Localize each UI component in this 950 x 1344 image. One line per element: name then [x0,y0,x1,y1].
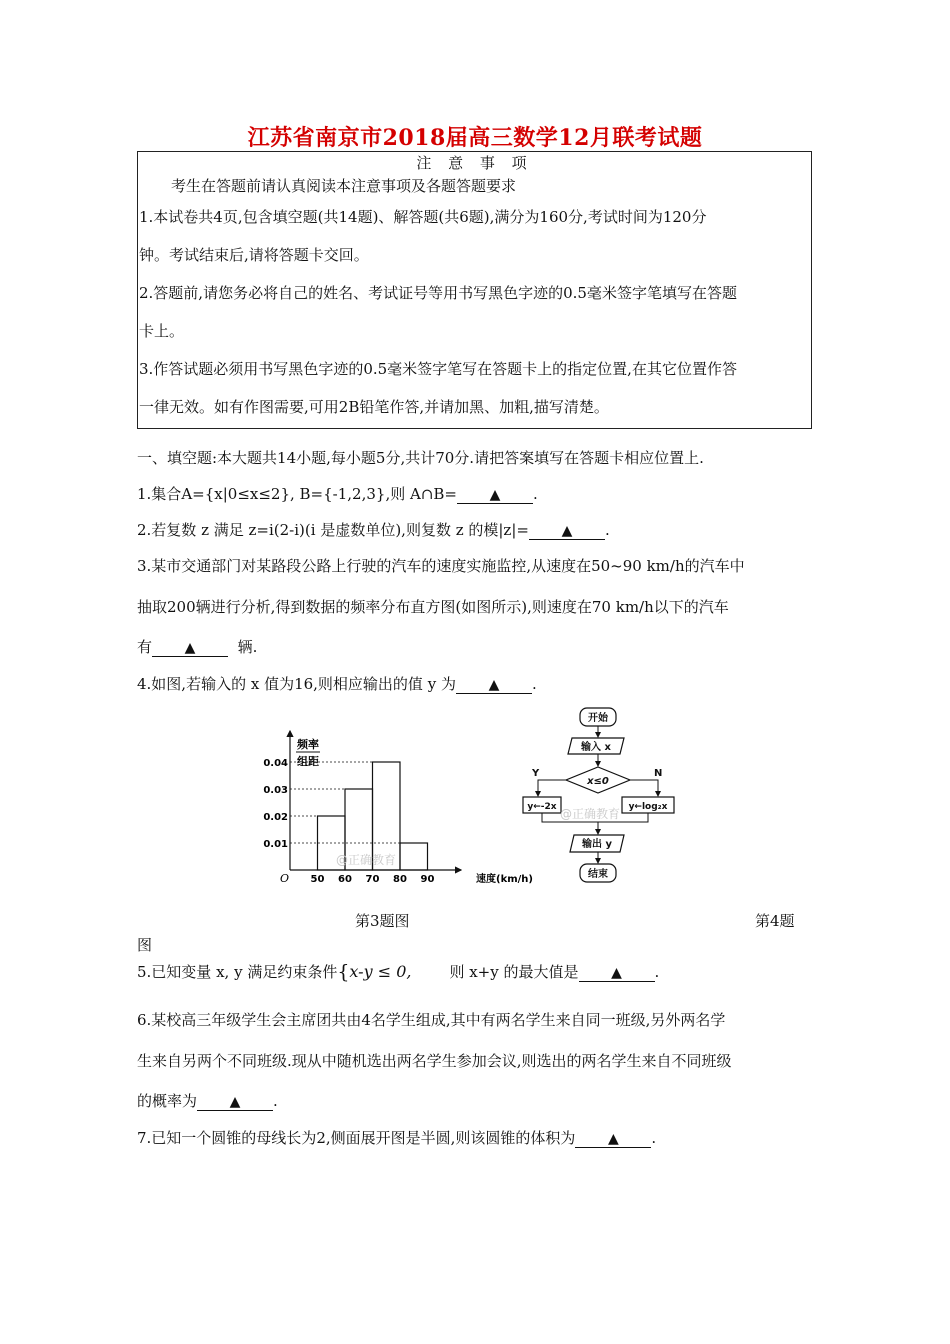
q5-pre: 5.已知变量 x, y 满足约束条件 [137,963,338,981]
flow-arrow [630,780,658,796]
answer-blank[interactable]: ▲ [529,524,605,540]
q5-post: 则 x+y 的最大值是 [449,963,579,981]
q4-text: 4.如图,若输入的 x 值为16,则相应输出的值 y 为 [137,675,456,693]
q4-end: . [531,675,537,693]
answer-blank[interactable]: ▲ [575,1132,651,1148]
origin-label: O [280,872,290,885]
answer-blank[interactable]: ▲ [152,641,228,657]
question-5 [137,961,659,983]
notice-item: 2.答题前,请您务必将自己的姓名、考试证号等用书写黑色字迹的0.5毫米签字笔填写在答题 [139,284,737,302]
q6-line3-pre: 的概率为 [137,1092,198,1110]
watermark: @正确教育 [560,807,621,821]
q2-end: . [604,521,610,539]
q7-text: 7.已知一个圆锥的母线长为2,侧面展开图是半圆,则该圆锥的体积为 [137,1129,576,1147]
notice-box [137,151,812,429]
flowchart [520,704,680,890]
question-6-line2: 生来自另两个不同班级.现从中随机选出两名学生参加会议,则选出的两名学生来自不同班级 [137,1052,732,1070]
x-tick-label: 80 [393,874,407,885]
x-tick-label: 60 [338,874,352,885]
condition-label: x≤0 [587,776,609,787]
question-6-line3 [137,1090,278,1111]
y-tick-label: 0.03 [263,785,288,796]
q3-line3-pre: 有 [137,638,153,656]
question-6-line1: 6.某校高三年级学生会主席团共由4名学生组成,其中有两名学生来自同一班级,另外两名学 [137,1011,726,1029]
notice-item: 卡上。 [139,322,185,340]
exam-title: 江苏省南京市2018届高三数学12月联考试题 [247,125,703,151]
notice-heading: 注 意 事 项 [416,154,533,172]
q1-end: . [532,485,538,503]
flow-arrow [538,780,566,796]
q1-prefix: 1.集合 [137,485,182,503]
end-label: 结束 [588,869,608,880]
q5-constraint: x-y ≤ 0, [349,962,412,981]
answer-blank[interactable]: ▲ [456,678,532,694]
y-tick-label: 0.02 [263,812,288,823]
notice-intro: 考生在答题前请认真阅读本注意事项及各题答题要求 [171,177,517,195]
x-axis-label: 速度(km/h) [476,874,533,885]
question-3-line2: 抽取200辆进行分析,得到数据的频率分布直方图(如图所示),则速度在70 km/h以下的汽车 [137,598,729,616]
question-2 [137,519,610,540]
no-label: N [654,768,663,779]
section-heading: 一、填空题:本大题共14小题,每小题5分,共计70分.请把答案填写在答题卡相应位置上. [137,449,704,467]
histogram-bar [400,843,428,870]
left-process-label: y←-2x [527,802,557,812]
question-7 [137,1127,656,1148]
x-tick-label: 90 [420,874,435,885]
q3-line3-post: 辆. [237,638,258,656]
output-label: 输出 y [582,839,612,850]
q2-text: 2.若复数 z 满足 z=i(2-i)(i 是虚数单位),则复数 z 的模|z|= [137,521,529,539]
start-label: 开始 [588,713,608,724]
figure-3-caption: 第3题图 [355,912,410,930]
q7-end: . [651,1129,657,1147]
y-axis-label-bottom: 组距 [297,755,319,768]
answer-blank[interactable]: ▲ [579,966,655,982]
answer-blank[interactable]: ▲ [197,1095,273,1111]
y-tick-label: 0.01 [263,839,288,850]
frequency-histogram [263,732,533,888]
right-process-label: y←log₂x [628,802,668,812]
q1-body: A={x|0≤x≤2}, B={-1,2,3},则 A∩B= [181,485,457,503]
yes-label: Y [532,768,540,779]
question-3-line1: 3.某市交通部门对某路段公路上行驶的汽车的速度实施监控,从速度在50~90 km/h的汽车中 [137,557,745,575]
figure-4-caption-wrap: 图 [137,936,153,954]
question-4 [137,673,537,694]
question-1 [137,483,538,504]
y-tick-label: 0.04 [263,758,288,769]
notice-item: 钟。考试结束后,请将答题卡交回。 [139,246,369,264]
q6-end: . [273,1092,278,1110]
notice-item: 1.本试卷共4页,包含填空题(共14题)、解答题(共6题),满分为160分,考试时间为120分 [139,208,707,226]
question-3-line3 [137,636,257,657]
x-tick-label: 50 [310,874,325,885]
notice-item: 一律无效。如有作图需要,可用2B铅笔作答,并请加黑、加粗,描写清楚。 [139,398,609,416]
figure-4-caption: 第4题 [755,912,795,930]
x-tick-label: 70 [365,874,380,885]
answer-blank[interactable]: ▲ [457,488,533,504]
notice-item: 3.作答试题必须用书写黑色字迹的0.5毫米签字笔写在答题卡上的指定位置,在其它位置作答 [139,360,737,378]
brace-icon: { [337,961,350,983]
q5-end: . [654,963,660,981]
input-label: 输入 x [581,742,611,753]
y-axis-label-top: 频率 [297,738,319,751]
watermark: @正确教育 [336,853,397,867]
